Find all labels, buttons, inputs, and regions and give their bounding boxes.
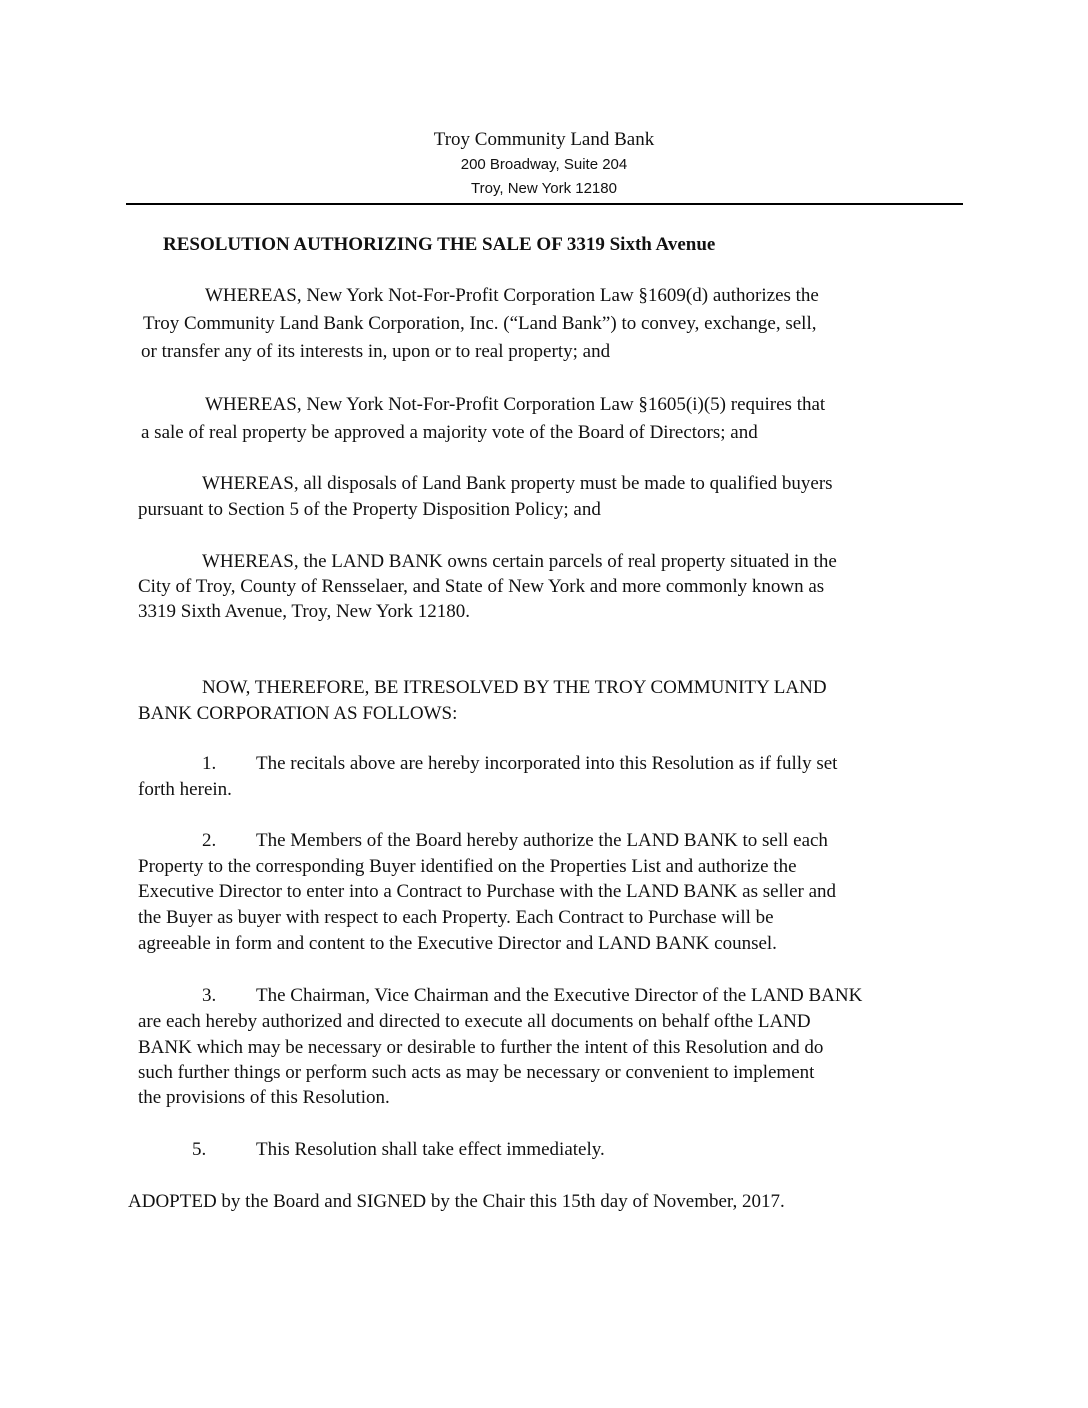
item-1-number: 1. xyxy=(202,753,217,774)
adoption-statement: ADOPTED by the Board and SIGNED by the Chair this 15th day of November, 2017. xyxy=(128,1191,785,1212)
whereas-4-line-1: WHEREAS, the LAND BANK owns certain parcels of real property situated in the xyxy=(202,551,837,572)
whereas-3-line-2: pursuant to Section 5 of the Property Disposition Policy; and xyxy=(138,499,601,520)
whereas-4-line-2: City of Troy, County of Rensselaer, and State of New York and more commonly known as xyxy=(138,576,825,597)
item-2-line-1: The Members of the Board hereby authorize the LAND BANK to sell each xyxy=(256,830,828,851)
item-2-number: 2. xyxy=(202,830,217,851)
item-1-line-2: forth herein. xyxy=(138,779,232,800)
item-2-line-3: Executive Director to enter into a Contract to Purchase with the LAND BANK as seller and xyxy=(138,881,837,902)
header-divider xyxy=(126,203,963,205)
whereas-4-line-3: 3319 Sixth Avenue, Troy, New York 12180. xyxy=(138,601,471,622)
whereas-3-line-1: WHEREAS, all disposals of Land Bank property must be made to qualified buyers xyxy=(202,473,833,494)
whereas-1-line-1: WHEREAS, New York Not-For-Profit Corporation Law §1609(d) authorizes the xyxy=(205,285,819,306)
organization-name: Troy Community Land Bank xyxy=(433,129,655,150)
whereas-2-line-2: a sale of real property be approved a majority vote of the Board of Directors; and xyxy=(141,422,758,443)
resolved-line-1: NOW, THEREFORE, BE ITRESOLVED BY THE TROY COMMUNITY LAND xyxy=(202,677,827,698)
item-2-line-2: Property to the corresponding Buyer identified on the Properties List and authorize the xyxy=(138,856,797,877)
address-line-1: 200 Broadway, Suite 204 xyxy=(460,156,628,173)
item-5-number: 5. xyxy=(192,1139,207,1160)
item-3-line-3: BANK which may be necessary or desirable to further the intent of this Resolution and do xyxy=(138,1037,824,1058)
item-3-line-2: are each hereby authorized and directed to execute all documents on behalf ofthe LAND xyxy=(138,1011,811,1032)
item-3-line-4: such further things or perform such acts as may be necessary or convenient to implement xyxy=(138,1062,815,1083)
item-2-line-4: the Buyer as buyer with respect to each Property. Each Contract to Purchase will be xyxy=(138,907,774,928)
resolved-line-2: BANK CORPORATION AS FOLLOWS: xyxy=(138,703,458,724)
address-line-2: Troy, New York 12180 xyxy=(471,180,617,197)
item-5-line-1: This Resolution shall take effect immediately. xyxy=(256,1139,605,1160)
item-2-line-5: agreeable in form and content to the Executive Director and LAND BANK counsel. xyxy=(138,933,777,954)
resolution-title: RESOLUTION AUTHORIZING THE SALE OF 3319 Sixth Avenue xyxy=(163,234,716,255)
item-3-number: 3. xyxy=(202,985,217,1006)
whereas-1-line-3: or transfer any of its interests in, upon or to real property; and xyxy=(141,341,611,362)
whereas-1-line-2: Troy Community Land Bank Corporation, Inc. (“Land Bank”) to convey, exchange, sell, xyxy=(143,313,817,334)
whereas-2-line-1: WHEREAS, New York Not-For-Profit Corporation Law §1605(i)(5) requires that xyxy=(205,394,826,415)
item-3-line-1: The Chairman, Vice Chairman and the Executive Director of the LAND BANK xyxy=(256,985,863,1006)
item-3-line-5: the provisions of this Resolution. xyxy=(138,1087,390,1108)
item-1-line-1: The recitals above are hereby incorporated into this Resolution as if fully set xyxy=(256,753,838,774)
